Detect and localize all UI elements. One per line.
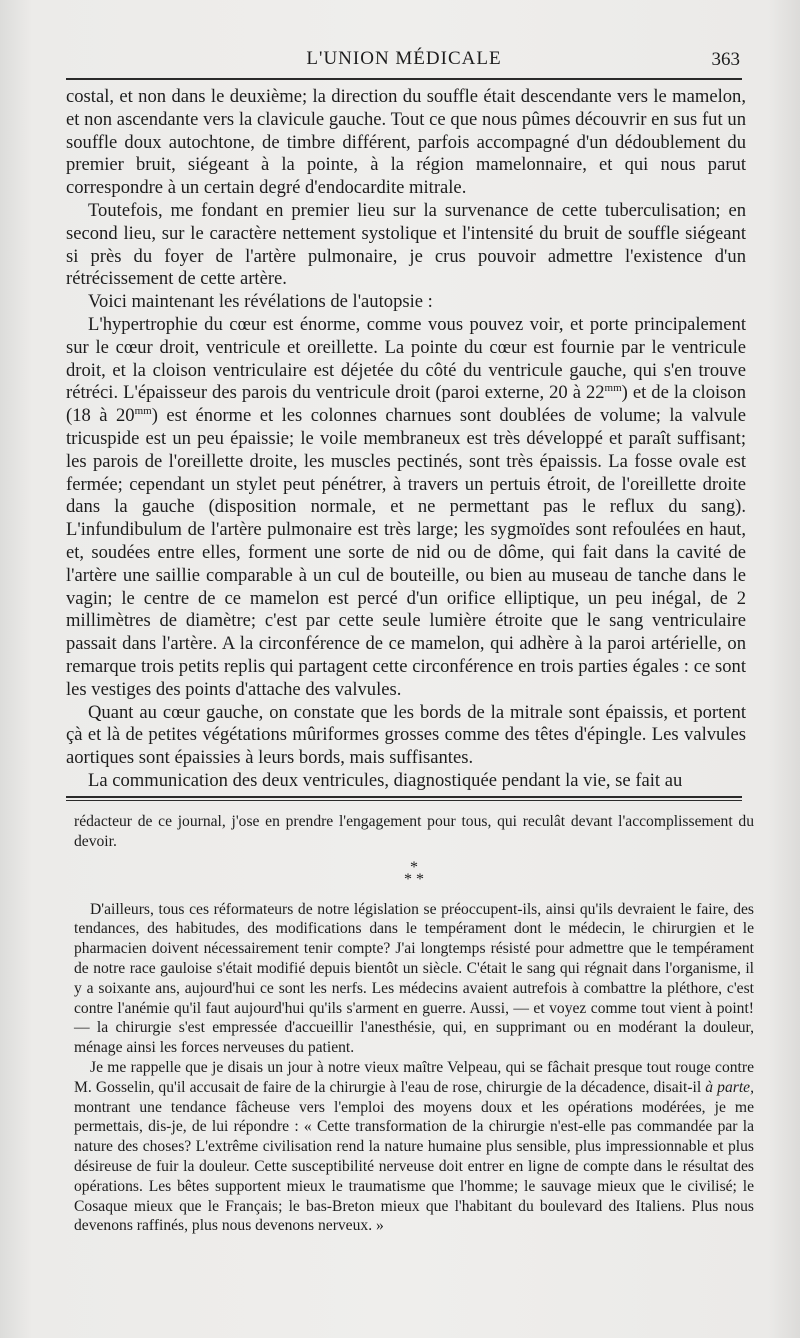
- feuilleton-rule: [66, 796, 742, 798]
- running-title: L'UNION MÉDICALE: [306, 48, 502, 69]
- italic-phrase: à parte,: [705, 1078, 754, 1096]
- feuilleton-section: [74, 812, 754, 1236]
- text-run: L'hypertrophie du cœur est énorme, comme vous pouvez voir, et porte principalement sur le cœur droit, ventricule et oreillette. La pointe du cœur est fournie par le ventricule droit, et la cloison ventriculaire est déjetée du côté du ventricule gauche, qui s'en trouve rétréci. L'épaisseur des parois du ventricule droit (paroi externe, 20 à 22: [66, 313, 746, 404]
- asterism-top: *: [410, 858, 418, 876]
- asterism-bottom: * *: [404, 870, 424, 888]
- asterism: [74, 858, 754, 888]
- paragraph-velpeau: [74, 1058, 754, 1236]
- main-article: [66, 86, 746, 793]
- text-run: ) est énorme et les colonnes charnues sont doublées de volume; la valvule tricuspide est un peu épaissie; le voile membraneux est très développé et paraît suffisant; les parois de l'oreillette droite, les muscles pectinés, sont très épaissis. La fosse ovale est fermée; cependant un stylet peut pénétrer, à travers un pertuis étroit, de l'oreillette droite dans la gauche (disposition normale, et ne permettant pas le reflux du sang). L'infundibulum de l'artère pulmonaire est très large; les sygmoïdes sont refoulées en haut, et, soudées entre elles, forment une sorte de nid ou de dôme, qui fait dans la cavité de l'artère une saillie comparable à un cul de bouteille, ou bien au museau de tanche dans le vagin; le centre de ce mamelon est percé d'un orifice elliptique, un peu inégal, de 2 millimètres de diamètre; c'est par cette seule lumière étroite que le sang ventriculaire passait dans l'artère. A la circonférence de ce mamelon, qui adhère à la paroi artérielle, on remarque trois petits replis qui partagent cette circonférence en trois parties égales : ce sont les vestiges des points d'attache des valvules.: [66, 405, 746, 700]
- paragraph: D'ailleurs, tous ces réformateurs de notre législation se préoccupent-ils, ainsi qu'ils devraient le faire, des tendances, des habitudes, des modifications dans le tempérament dont le médecin, le chirurgien et le pharmacien doivent nécessairement tenir compte? J'ai longtemps résisté pour admettre que le tempérament de notre race gauloise s'était modifié depuis bientôt un siècle. C'était le sang qui régnait dans l'organisme, il y a soixante ans, aujourd'hui ce sont les nerfs. Les médecins avaient autrefois à combattre la pléthore, c'est contre l'anémie qu'il faut aujourd'hui qu'ils s'arment en guerre. Aussi, — et voyez comme tout vient à point! — la chirurgie s'est empressée d'accueillir l'anesthésie, qui, en supprimant ou en modérant la douleur, ménage ainsi les forces nerveuses du patient.: [74, 900, 754, 1057]
- paragraph: costal, et non dans le deuxième; la direction du souffle était descendante vers le mamelon, et non ascendante vers la clavicule gauche. Tout ce que nous pûmes découvrir en sus fut un souffle doux autochtone, de timbre différent, parfois accompagné d'un dédoublement du premier bruit, siégeant à la pointe, à la région mamelonnaire, et qui nous parut correspondre à un certain degré d'endocardite mitrale.: [66, 86, 746, 199]
- page-number: 363: [711, 49, 740, 70]
- text-run: montrant une tendance fâcheuse vers l'emploi des moyens doux et les opérations modérées, je me permettais, dis-je, de lui répondre : « Cette transformation de la chirurgie n'est-elle pas commandée par la nature des choses? L'extrême civilisation rend la nature humaine plus sensible, plus impressionnable et plus désireuse de fuir la douleur. Cette susceptibilité nerveuse doit entrer en ligne de compte dans le résultat des opérations. Les bêtes supportent mieux le traumatisme que l'homme; le sauvage mieux que le civilisé; le Cosaque mieux que le Français; le bas-Breton mieux que l'habitant du boulevard des Italiens. Plus nous devenons raffinés, plus nous devenons nerveux. »: [74, 1098, 754, 1235]
- paragraph: Quant au cœur gauche, on constate que les bords de la mitrale sont épaissis, et portent çà et là de petites végétations mûriformes grosses comme des têtes d'épingle. Les valvules aortiques sont épaissies à leurs bords, mais suffisantes.: [66, 701, 746, 769]
- text-run: ) et de la cloison (18 à 20: [66, 382, 746, 427]
- unit-superscript: mm: [604, 382, 622, 395]
- paragraph: Toutefois, me fondant en premier lieu sur la survenance de cette tuberculisation; en second lieu, sur le caractère nettement systolique et l'intensité du bruit de souffle siégeant si près du foyer de l'artère pulmonaire, je crus pouvoir admettre l'existence d'un rétrécissement de cette artère.: [66, 199, 746, 290]
- page-header: [66, 40, 742, 74]
- paragraph: La communication des deux ventricules, diagnostiquée pendant la vie, se fait au: [88, 769, 683, 791]
- paragraph: rédacteur de ce journal, j'ose en prendre l'engagement pour tous, qui reculât devant l'accomplissement du devoir.: [74, 813, 754, 850]
- feuilleton-rule-thin: [66, 800, 742, 801]
- paragraph: Voici maintenant les révélations de l'autopsie :: [88, 291, 433, 313]
- header-rule: [66, 78, 742, 80]
- paragraph-autopsy: [66, 314, 746, 702]
- text-run: Je me rappelle que je disais un jour à notre vieux maître Velpeau, qui se fâchait presque tout rouge contre M. Gosselin, qu'il accusait de faire de la chirurgie à l'eau de rose, chirurgie de la décadence, disait-il: [74, 1058, 754, 1096]
- unit-superscript: mm: [134, 404, 152, 417]
